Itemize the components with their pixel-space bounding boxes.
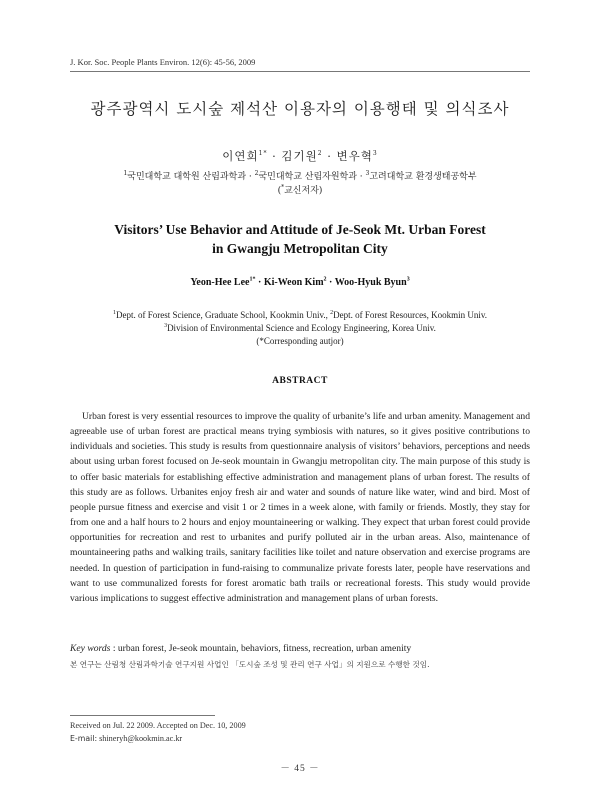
korean-corresponding: (*교신저자)	[277, 184, 323, 196]
english-authors: Yeon-Hee Lee$^{1*}$ · Ki-Weon Kim$^2$ · Woo-Hyuk Byun$^3$	[190, 276, 410, 288]
english-affiliation-line-2: $^3$Division of Environmental Science and Ecology Engineering, Korea Univ.	[164, 323, 436, 333]
korean-title: 광주광역시 도시숲 제석산 이용자의 이용행태 및 의식조사	[90, 100, 510, 118]
abstract-heading: ABSTRACT	[272, 376, 328, 386]
funding-note: 본 연구는 산림청 산림과학기술 연구지원 사업인 「도시숲 조성 및 관리 연구 사업」의 지원으로 수행한 것임.	[70, 660, 430, 669]
header-rule	[70, 71, 530, 72]
footnote-rule	[70, 715, 215, 716]
korean-aff-2: 국민대학교 산림자원학과	[258, 172, 357, 182]
abstract-body: Urban forest is very essential resources to improve the quality of urbanite’s life and urban amenity. Management and agreeable use of urban forest are practical means trying symbiosis with natures, so it gives positive contributions to individuals and societies. This study is results from questionnaire analysis of visitors’ behaviors, perceptions and needs about using urban forest focused on Je-seok mountain in Gwangju metropolitan city. The main purpose of this study is to offer basic materials for establishing effective administration and management plans of urban forest. The results of this study are as follows. Urbanites enjoy fresh air and water and sounds of nature like water, wind and bird. Most of people pursue fitness and exercise and visit 1 or 2 times in a week alone, with family or friends. Mostly, they stay for from one and a half hours to 2 hours and enjoy mountaineering or walking. They expect that urban forest could provide opportunities for recreation and rest to urbanites and purify polluted air in the urban areas. Also, maintenance of mountaineering paths and walking trails, sanitary facilities like toilet and nature observation and exercise programs are needed. In question of participation in fund-raising to communalize private forests later, people have reservations and want to use communalized forests for forest aromatic bath trails or recreational forests. This study would provide various implications to suggest effective administration and management plans of urban forests.	[70, 411, 531, 604]
korean-authors	[0, 148, 600, 164]
korean-author-2: 김기원	[281, 149, 318, 163]
korean-author-2-sup: 2	[317, 150, 323, 158]
english-affiliations	[0, 309, 600, 348]
korean-affiliations	[0, 170, 600, 198]
email-line	[70, 734, 182, 743]
author-separator: ·	[322, 149, 337, 163]
korean-aff-1-sup: 1	[123, 170, 128, 177]
english-author-2: Ki-Weon Kim	[263, 277, 324, 288]
korean-affiliation-line: $^1$국민대학교 대학원 산림과학과 · $^2$국민대학교 산림자원학과 · $^3$고려대학교 환경생태공학부	[123, 170, 477, 182]
english-title-line-1: Visitors’ Use Behavior and Attitude of Je-Seok Mt. Urban Forest	[114, 222, 486, 237]
korean-author-1-sup: 1*	[258, 150, 268, 158]
email-label: E-mail:	[70, 734, 98, 743]
english-affiliation-line-1: $^1$Dept. of Forest Science, Graduate School, Kookmin Univ., $^2$Dept. of Forest Resources, Kookmin Univ.	[112, 310, 488, 320]
received-date: Received on Jul. 22 2009. Accepted on Dec. 10, 2009	[70, 721, 246, 730]
korean-author-3: 변우혁	[336, 149, 373, 163]
english-author-1: Yeon-Hee Lee	[190, 277, 250, 288]
korean-author-1: 이연희	[222, 149, 259, 163]
english-corresponding: (*Corresponding autjor)	[256, 336, 344, 346]
english-title	[0, 220, 600, 258]
keywords-text: : urban forest, Je-seok mountain, behaviors, fitness, recreation, urban amenity	[110, 643, 412, 654]
journal-citation: J. Kor. Soc. People Plants Environ. 12(6): 45-56, 2009	[70, 57, 256, 67]
page-number: － 45 －	[280, 764, 320, 774]
korean-aff-1: 국민대학교 대학원 산림과학과	[127, 172, 247, 182]
korean-aff-3-sup: 3	[365, 170, 370, 177]
korean-aff-2-sup: 2	[254, 170, 259, 177]
korean-aff-3: 고려대학교 환경생태공학부	[369, 172, 477, 182]
english-title-line-2: in Gwangju Metropolitan City	[212, 241, 388, 256]
author-separator: ·	[267, 149, 282, 163]
keywords-label: Key words	[70, 643, 111, 654]
korean-author-3-sup: 3	[372, 150, 378, 158]
english-author-3: Woo-Hyuk Byun	[334, 277, 407, 288]
keywords	[70, 643, 540, 654]
email-address: shineryh@kookmin.ac.kr	[99, 734, 183, 743]
